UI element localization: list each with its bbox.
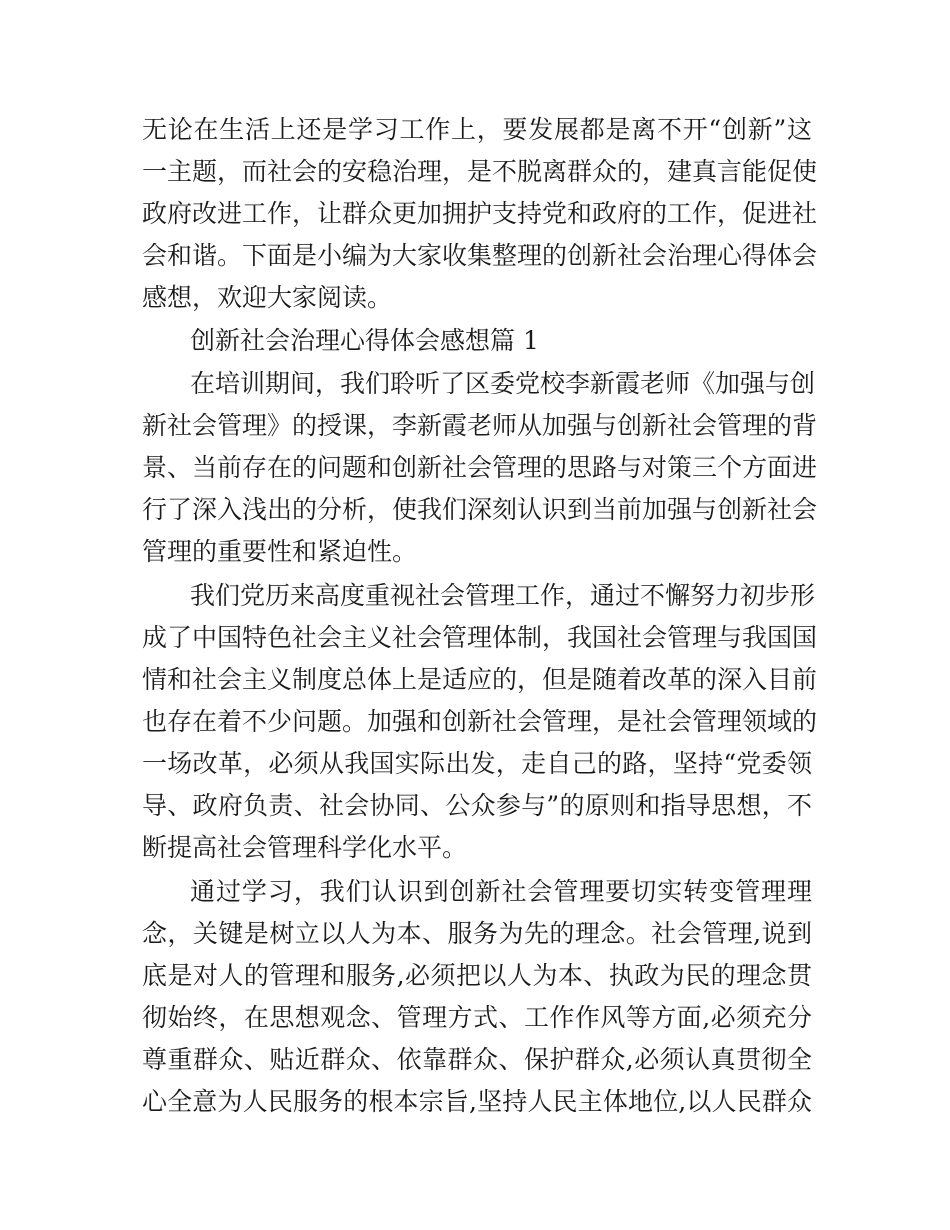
text-line: 彻始终，在思想观念、管理方式、工作作风等方面,必须充分 [142,1003,812,1032]
text-line: 念，关键是树立以人为本、服务为先的理念。社会管理,说到 [142,919,812,948]
text-line: 心全意为人民服务的根本宗旨,坚持人民主体地位,以人民群众 [142,1087,812,1116]
text-line: 底是对人的管理和服务,必须把以人为本、执政为民的理念贯 [142,961,812,990]
text-line: 导、政府负责、社会协同、公众参与”的原则和指导思想，不 [142,791,812,820]
text-line: 通过学习，我们认识到创新社会管理要切实转变管理理 [190,877,812,906]
text-line: 我们党历来高度重视社会管理工作，通过不懈努力初步形 [190,581,816,610]
text-line: 景、当前存在的问题和创新社会管理的思路与对策三个方面进 [142,453,818,482]
text-line: 成了中国特色社会主义社会管理体制，我国社会管理与我国国 [142,623,818,652]
text-line: 会和谐。下面是小编为大家收集整理的创新社会治理心得体会 [142,241,818,270]
text-line: 政府改进工作，让群众更加拥护支持党和政府的工作，促进社 [142,199,818,228]
text-line: 尊重群众、贴近群众、依靠群众、保护群众,必须认真贯彻全 [142,1045,812,1074]
text-line: 一场改革，必须从我国实际出发，走自己的路，坚持“党委领 [142,749,812,778]
section-title: 创新社会治理心得体会感想篇 1 [190,326,539,355]
text-line: 感想，欢迎大家阅读。 [142,283,393,312]
text-line: 也存在着不少问题。加强和创新社会管理，是社会管理领域的 [142,707,818,736]
text-line: 无论在生活上还是学习工作上，要发展都是离不开“创新”这 [142,115,812,144]
text-line: 管理的重要性和紧迫性。 [142,537,418,566]
text-line: 在培训期间，我们聆听了区委党校李新霞老师《加强与创 [190,369,816,398]
text-line: 一主题，而社会的安稳治理，是不脱离群众的，建真言能促使 [142,157,818,186]
text-line: 情和社会主义制度总体上是适应的，但是随着改革的深入目前 [142,665,818,694]
text-line: 行了深入浅出的分析，使我们深刻认识到当前加强与创新社会 [142,495,818,524]
text-line: 新社会管理》的授课，李新霞老师从加强与创新社会管理的背 [142,411,818,440]
text-line: 断提高社会管理科学化水平。 [142,833,468,862]
